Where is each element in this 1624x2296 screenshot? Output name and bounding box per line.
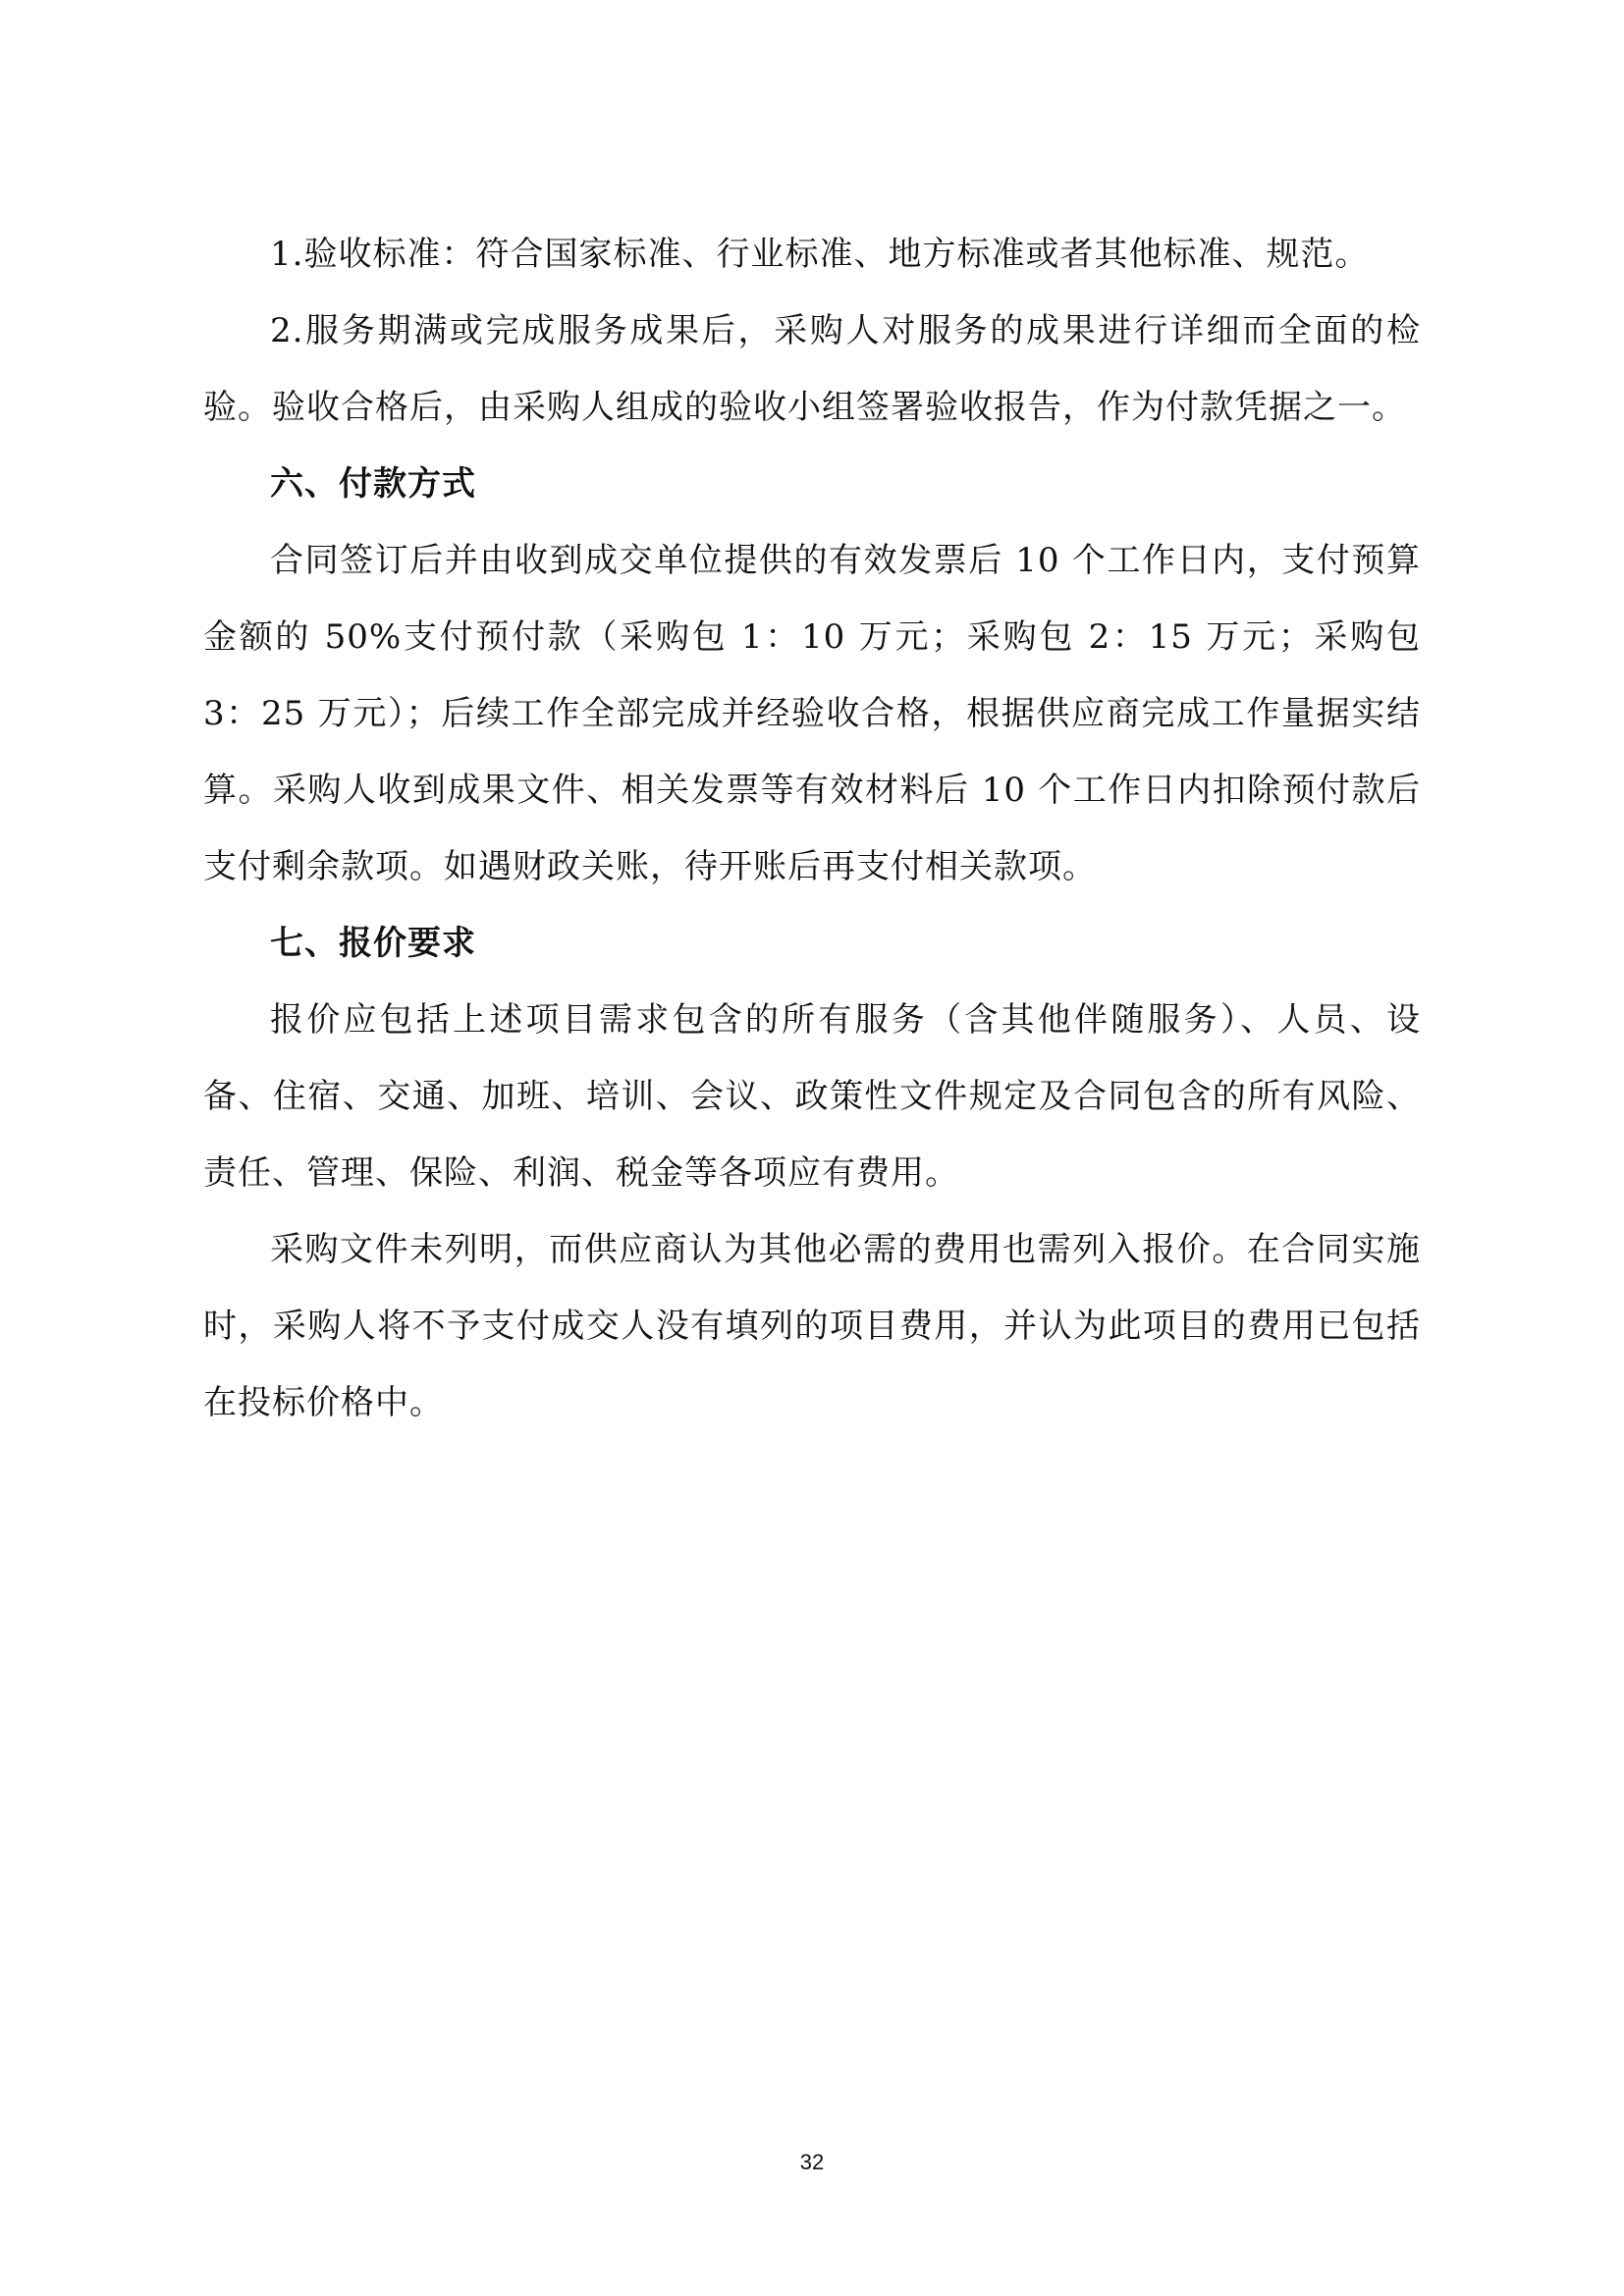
document-body: [203, 216, 1421, 1441]
page-number: 32: [799, 2150, 825, 2174]
quotation-scope-paragraph: 报价应包括上述项目需求包含的所有服务（含其他伴随服务）、人员、设备、住宿、交通、加班、培训、会议、政策性文件规定及合同包含的所有风险、责任、管理、保险、利润、税金等各项应有费用。: [203, 1000, 1421, 1193]
quotation-requirements-heading: 七、报价要求: [270, 924, 476, 963]
acceptance-standard-paragraph: 1.验收标准：符合国家标准、行业标准、地方标准或者其他标准、规范。: [270, 235, 1370, 274]
acceptance-inspection-paragraph: 2.服务期满或完成服务成果后，采购人对服务的成果进行详细而全面的检验。验收合格后，由采购人组成的验收小组签署验收报告，作为付款凭据之一。: [203, 311, 1421, 427]
payment-method-paragraph: 合同签订后并由收到成交单位提供的有效发票后 10 个工作日内，支付预算金额的 50%支付预付款（采购包 1：10 万元；采购包 2：15 万元；采购包 3：25 万元）；后续工作全部完成并经验收合格，根据供应商完成工作量据实结算。采购人收到成果文件、相关发票等有效材料后 10 个工作日内扣除预付款后支付剩余款项。如遇财政关账，待开账后再支付相关款项。: [203, 541, 1421, 886]
payment-method-heading: 六、付款方式: [270, 464, 476, 504]
quotation-extra-costs-paragraph: 采购文件未列明，而供应商认为其他必需的费用也需列入报价。在合同实施时，采购人将不予支付成交人没有填列的项目费用，并认为此项目的费用已包括在投标价格中。: [203, 1230, 1421, 1422]
